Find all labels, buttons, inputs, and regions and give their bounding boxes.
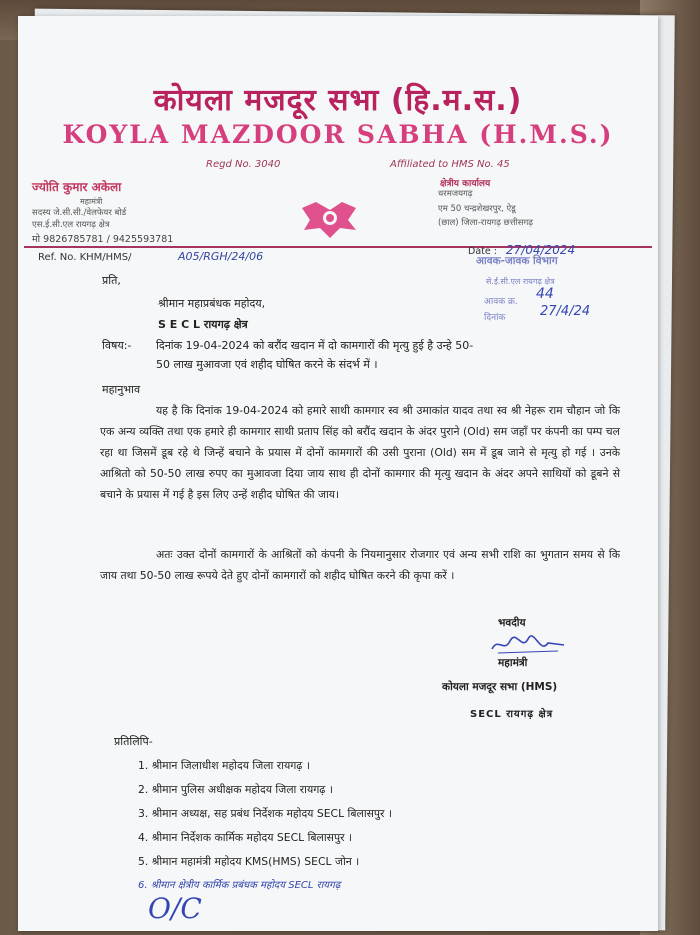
stamp-inward-date: 27/4/24	[540, 304, 591, 319]
subject-label: विषय:-	[102, 339, 132, 352]
stamp-date-label: दिनांक	[484, 313, 506, 323]
subject-line-2: 50 लाख मुआवजा एवं शहीद घोषित करने के संदर्भ में ।	[156, 358, 378, 371]
letterhead-title-hindi: कोयला मजदूर सभा (हि.म.स.)	[153, 83, 523, 118]
copy-to-heading: प्रतिलिपि-	[114, 735, 153, 748]
body-paragraph-2: अतः उक्त दोनों कामगारों के आश्रितों को कंपनी के नियमानुसार रोजगार एवं अन्य सभी राशि का भुगतान समय से कि जाय तथा 50-50 लाख रूपये देते हुए दोनों कामगारों को शहीद घोषित करने की कृपा करें ।	[100, 548, 620, 582]
inward-stamp	[476, 252, 626, 322]
registration-number: Regd No. 3040	[206, 159, 281, 170]
union-logo-icon	[296, 198, 360, 240]
recipient: श्रीमान महाप्रबंधक महोदय,	[158, 297, 266, 310]
general-secretary-name: ज्योति कुमार अकेला	[32, 180, 122, 194]
copy-item: 1. श्रीमान जिलाधीश महोदय जिला रायगढ़ ।	[138, 759, 310, 772]
signature-scrawl	[488, 631, 568, 659]
contact-phone: मो 9826785781 / 9425593781	[32, 234, 174, 245]
letterhead-title-english: KOYLA MAZDOOR SABHA (H.M.S.)	[62, 120, 614, 149]
body-paragraph-1: यह है कि दिनांक 19-04-2024 को हमारे साथी कामगार स्व श्री उमाकांत यादव तथा स्व श्री नेहरू राम चौहान जो कि एक अन्य व्यक्ति तथा एक हमारे ही कामगार साथी प्रताप सिंह को बरौंद खदान के अंदर पुराने (Old) सम जहाँ पर कंपनी का पम्प चल रहा था जिसमें डूब रहे थे जिन्हें बचाने के प्रयास में दोनों कामगारों की उसी पुराना (Old) सम में डूब जाने से मृत्यु हो गई । उनके आश्रितो को 50-50 लाख रुपए का मुआवजा दिया जाय साथ ही दोनों कामगार की मृत्यु खदान के अंदर अपने साथियों को डूबने से बचाने के प्रयास में गई है इस लिए उन्हें शहीद घोषित की जाय।	[100, 404, 620, 501]
to-label: प्रति,	[102, 274, 121, 287]
affiliation-number: Affiliated to HMS No. 45	[390, 159, 510, 170]
signatory-organization: कोयला मजदूर सभा (HMS)	[442, 681, 558, 693]
copy-item: 4. श्रीमान निर्देशक कार्मिक महोदय SECL बिलासपुर ।	[138, 831, 353, 844]
recipient-place: S E C L रायगढ़ क्षेत्र	[158, 318, 248, 331]
subject-line-1: दिनांक 19-04-2024 को बरौंद खदान में दो कामगारों की मृत्यु हुई है उन्हे 50-	[156, 339, 474, 352]
copy-item: 2. श्रीमान पुलिस अधीक्षक महोदय जिला रायगढ़ ।	[138, 783, 333, 796]
general-secretary-area: एस.ई.सी.एल रायगढ़ क्षेत्र	[32, 220, 110, 230]
general-secretary-role: महामंत्री	[80, 197, 103, 206]
reference-number-handwritten: A05/RGH/24/06	[178, 250, 264, 263]
copy-item: 3. श्रीमान अध्यक्ष, सह प्रबंध निर्देशक महोदय SECL बिलासपुर ।	[138, 807, 392, 820]
regional-office-line1: धरमजयगढ़	[438, 189, 473, 199]
copy-item: 5. श्रीमान महामंत्री महोदय KMS(HMS) SECL जोन ।	[138, 855, 360, 868]
stamp-inward-number: 44	[536, 286, 554, 302]
regional-office-line3: (छाल) जिला-रायगढ़ छत्तीसगढ़	[438, 218, 534, 228]
regional-office-heading: क्षेत्रीय कार्यालय	[440, 179, 491, 189]
closing: भवदीय	[498, 617, 526, 629]
copy-item-handwritten: 6. श्रीमान क्षेत्रीय कार्मिक प्रबंधक महोदय SECL रायगढ़	[138, 880, 341, 891]
general-secretary-membership: सदस्य जे.सी.सी./वेलफेयर बोर्ड	[32, 208, 127, 218]
salutation: महानुभाव	[102, 383, 141, 396]
date-label: Date :	[468, 246, 497, 257]
stamp-inward-label: आवक क्र.	[484, 297, 518, 307]
reference-label: Ref. No. KHM/HMS/	[38, 252, 132, 263]
letter-page	[18, 16, 658, 931]
date-handwritten: 27/04/2024	[506, 243, 576, 257]
signatory-area: SECL रायगढ़ क्षेत्र	[470, 709, 554, 720]
regional-office-line2: एम 50 चन्द्रशेखरपुर, ऐडू	[438, 204, 516, 214]
signatory-designation: महामंत्री	[498, 657, 528, 669]
office-copy-mark: O/C	[148, 892, 202, 925]
stamp-area: से.ई.सी.एल रायगढ़ क्षेत्र	[486, 277, 555, 286]
stamp-department: आवक-जावक विभाग	[476, 255, 558, 267]
